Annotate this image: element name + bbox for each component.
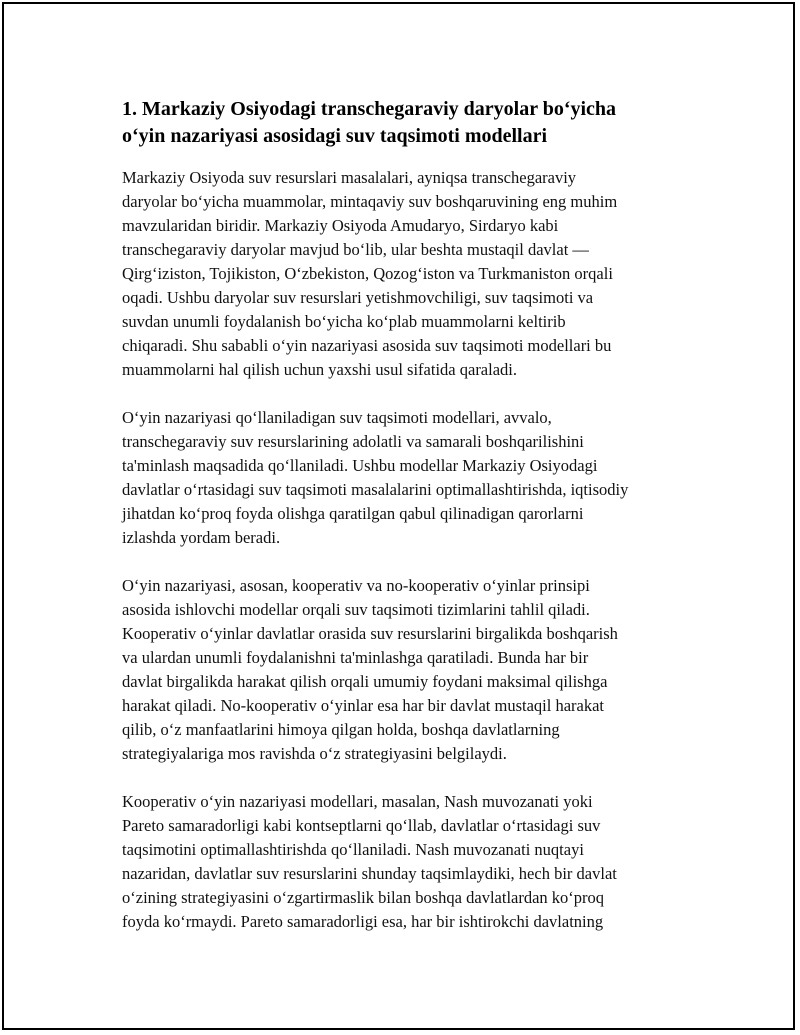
section-heading-line-2: o‘yin nazariyasi asosidagi suv taqsimoti modellari	[122, 125, 548, 147]
paragraph-1: Markaziy Osiyoda suv resurslari masalalari, ayniqsa transchegaraviy daryolar bo‘yicha muammolar, mintaqaviy suv boshqaruvining eng muhim mavzularidan biridir. Markaziy Osiyoda Amudaryo, Sirdaryo kabi transchegaraviy daryolar mavjud bo‘lib, ular beshta mustaqil davlat — Qirg‘iziston, Tojikiston, O‘zbekiston, Qozog‘iston va Turkmaniston orqali oqadi. Ushbu daryolar suv resurslari yetishmovchiligi, suv taqsimoti va suvdan unumli foydalanish bo‘yicha ko‘plab muammolarni keltirib chiqaradi. Shu sababli o‘yin nazariyasi asosida suv taqsimoti modellari bu muammolarni hal qilish uchun yaxshi usul sifatida qaraladi.	[122, 168, 618, 379]
document-body	[122, 96, 697, 934]
paragraph-4: Kooperativ o‘yin nazariyasi modellari, masalan, Nash muvozanati yoki Pareto samaradorligi kabi kontseptlarni qo‘llab, davlatlar o‘rtasidagi suv taqsimotini optimallashtirishda qo‘llaniladi. Nash muvozanati nuqtayi nazaridan, davlatlar suv resurslarini shunday taqsimlaydiki, hech bir davlat o‘zining strategiyasini o‘zgartirmaslik bilan boshqa davlatlardan ko‘proq foyda ko‘rmaydi. Pareto samaradorligi esa, har bir ishtirokchi davlatning	[122, 792, 617, 931]
paragraph-2: O‘yin nazariyasi qo‘llaniladigan suv taqsimoti modellari, avvalo, transchegaraviy suv resurslarining adolatli va samarali boshqarilishini ta'minlash maqsadida qo‘llaniladi. Ushbu modellar Markaziy Osiyodagi davlatlar o‘rtasidagi suv taqsimoti masalalarini optimallashtirishda, iqtisodiy jihatdan ko‘proq foyda olishga qaratilgan qabul qilinadigan qarorlarni izlashda yordam beradi.	[122, 408, 629, 547]
section-heading	[122, 96, 697, 150]
paragraph-3: O‘yin nazariyasi, asosan, kooperativ va no-kooperativ o‘yinlar prinsipi asosida ishlovchi modellar orqali suv taqsimoti tizimlarini tahlil qiladi. Kooperativ o‘yinlar davlatlar orasida suv resurslarini birgalikda boshqarish va ulardan unumli foydalanishni ta'minlashga qaratiladi. Bunda har bir davlat birgalikda harakat qilish orqali umumiy foydani maksimal qilishga harakat qiladi. No-kooperativ o‘yinlar esa har bir davlat mustaqil harakat qilib, o‘z manfaatlarini himoya qilgan holda, boshqa davlatlarning strategiyalariga mos ravishda o‘z strategiyasini belgilaydi.	[122, 576, 618, 763]
page-frame	[2, 2, 795, 1030]
section-heading-line-1: 1. Markaziy Osiyodagi transchegaraviy daryolar bo‘yicha	[122, 98, 617, 120]
